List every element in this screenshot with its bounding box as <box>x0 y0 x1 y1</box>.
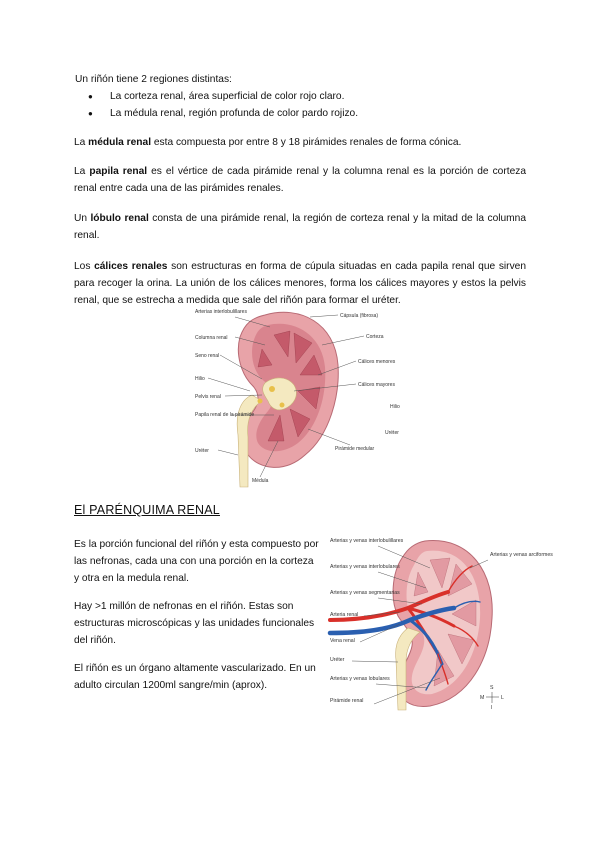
paragraph-lobulo: Un lóbulo renal consta de una pirámide renal, la región de corteza renal y la mitad de la columna renal. <box>74 213 527 241</box>
paragraph-parenquima-3: El riñón es un órgano altamente vascularizado. En un adulto circulan 1200ml sangre/min (aprox). <box>74 663 316 691</box>
paragraph-parenquima-2: Hay >1 millón de nefronas en el riñón. Estas son estructuras microscópicas y las unidades funcionales del riñón. <box>74 601 315 646</box>
label-vena-renal: Vena renal <box>330 638 355 644</box>
intro-text: Un riñón tiene 2 regiones distintas: <box>75 74 232 85</box>
label-calices-mayores: Cálices mayores <box>358 382 395 388</box>
label-ureter: Uréter <box>195 448 209 454</box>
label-pelvis-renal: Pelvis renal <box>195 394 221 400</box>
svg-text:S: S <box>490 685 494 691</box>
paragraph-calices: Los cálices renales son estructuras en forma de cúpula situadas en cada papila renal que sirven para recoger la orina. La unión de los cálices menores, forma los cálices mayores y estos la pelvis renal, que se estrecha a medida que sale del riñón para formar el uréter. <box>74 261 526 306</box>
label-ureter-2: Uréter <box>330 657 345 663</box>
bold-term: cálices renales <box>94 261 168 272</box>
paragraph-medula: La médula renal esta compuesta por entre 8 y 18 pirámides renales de forma cónica. <box>74 137 462 148</box>
label-capsula: Cápsula (fibrosa) <box>340 313 379 319</box>
kidney-section-diagram <box>190 305 410 487</box>
label-arciformes: Arterias y venas arciformes <box>490 552 553 558</box>
label-arterias-interlobulillares: Arterias interlobulillares <box>195 309 247 315</box>
svg-text:I: I <box>491 705 493 711</box>
label-piramide-medular: Pirámide medular <box>335 446 375 452</box>
paragraph-papila: La papila renal es el vértice de cada pirámide renal y la columna renal es la porción de corteza renal entre cada una de las pirámides renales. <box>74 166 526 194</box>
label-piramide-renal: Pirámide renal <box>330 698 364 704</box>
intro-bullet-list <box>88 88 358 122</box>
label-hilio-right: Hilio <box>390 404 400 410</box>
label-medula: Médula <box>252 478 269 484</box>
kidney-illustration <box>237 312 338 487</box>
bold-term: lóbulo renal <box>90 213 149 224</box>
label-hilio: Hilio <box>195 376 205 382</box>
section-heading: El PARÉNQUIMA RENAL <box>74 503 220 517</box>
paragraph-parenquima-1: Es la porción funcional del riñón y esta compuesto por las nefronas, cada una con una porción en la corteza y otra en la medula renal. <box>74 539 319 584</box>
label-columna-renal: Columna renal <box>195 335 228 341</box>
bold-term: papila renal <box>89 166 148 177</box>
label-seno-renal: Seno renal <box>195 353 220 359</box>
label-arteria-renal: Arteria renal <box>330 612 359 618</box>
svg-text:M: M <box>480 695 485 701</box>
label-segmentarias: Arterias y venas segmentarias <box>330 590 400 596</box>
label-ureter-right: Uréter <box>385 430 399 436</box>
label-interlobulillares: Arterias y venas interlobulillares <box>330 538 404 544</box>
label-interlobulares: Arterias y venas interlobulares <box>330 564 400 570</box>
orientation-compass <box>480 685 504 711</box>
label-lobulares: Arterias y venas lobulares <box>330 676 390 682</box>
bullet-item: ● La médula renal, región profunda de color pardo rojizo. <box>88 105 358 122</box>
label-papila-renal: Papila renal de la pirámide <box>195 412 255 418</box>
svg-text:L: L <box>501 695 504 701</box>
bullet-item: ● La corteza renal, área superficial de color rojo claro. <box>88 88 358 105</box>
bold-term: médula renal <box>88 137 152 148</box>
label-corteza: Corteza <box>366 334 384 340</box>
label-calices-menores: Cálices menores <box>358 359 396 365</box>
kidney-vasculature-diagram <box>330 538 553 711</box>
